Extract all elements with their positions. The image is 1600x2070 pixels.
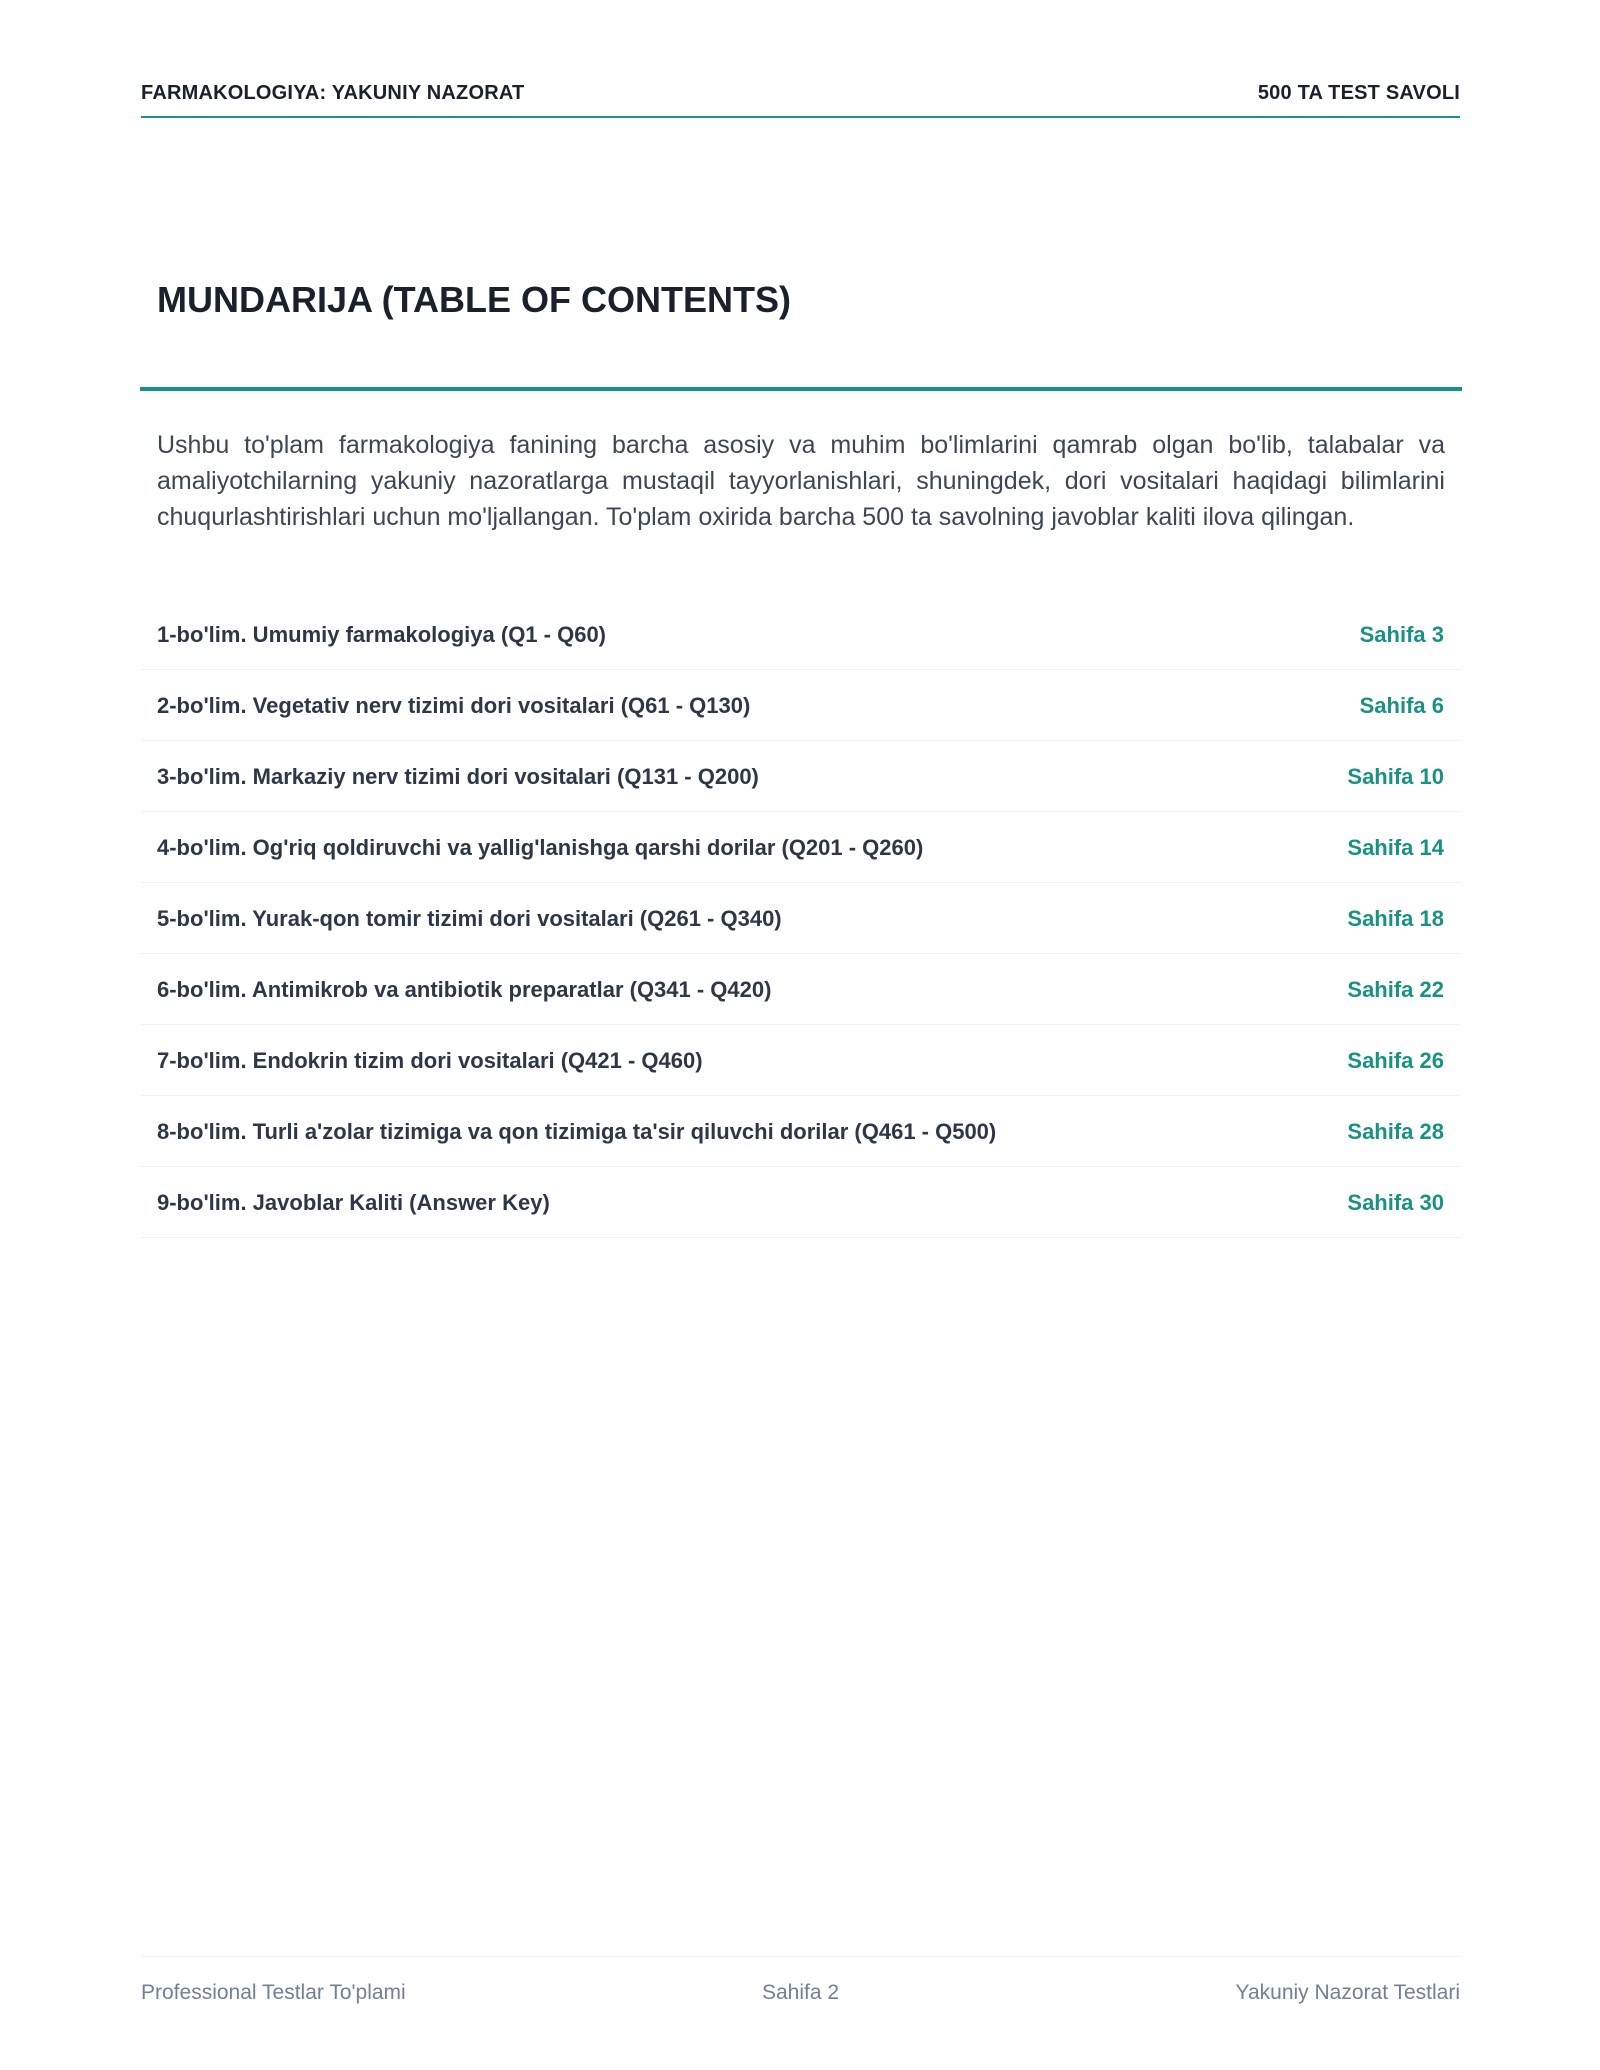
toc-entry-page[interactable]: Sahifa 26 (1347, 1047, 1444, 1073)
toc-entry-8[interactable] (141, 1097, 1460, 1167)
toc-entry-3[interactable] (141, 742, 1460, 812)
toc-entry-page[interactable]: Sahifa 30 (1347, 1189, 1444, 1215)
table-of-contents (141, 600, 1460, 1238)
toc-entry-9[interactable] (141, 1168, 1460, 1238)
toc-entry-1[interactable] (141, 600, 1460, 670)
toc-entry-page[interactable]: Sahifa 22 (1347, 976, 1444, 1002)
toc-entry-label: 4-bo'lim. Og'riq qoldiruvchi va yallig'lanishga qarshi dorilar (Q201 - Q260) (157, 834, 924, 860)
header-subtitle: 500 TA TEST SAVOLI (1257, 82, 1460, 104)
toc-entry-label: 6-bo'lim. Antimikrob va antibiotik preparatlar (Q341 - Q420) (157, 976, 772, 1002)
toc-entry-6[interactable] (141, 955, 1460, 1025)
intro-paragraph: Ushbu to'plam farmakologiya fanining barcha asosiy va muhim bo'limlarini qamrab olgan bo'lib, talabalar va amaliyotchilarning yakuniy nazoratlarga mustaqil tayyorlanishlari, shuningdek, dori vositalari haqidagi bilimlarini chuqurlashtirishlari uchun mo'ljallangan. To'plam oxirida barcha 500 ta savolning javoblar kaliti ilova qilingan. (157, 431, 1445, 531)
toc-entry-page[interactable]: Sahifa 28 (1347, 1118, 1444, 1144)
toc-entry-label: 7-bo'lim. Endokrin tizim dori vositalari (Q421 - Q460) (157, 1047, 703, 1073)
page-number: Sahifa 2 (761, 1981, 840, 2004)
page-title: MUNDARIJA (TABLE OF CONTENTS) (157, 279, 791, 320)
toc-entry-label: 9-bo'lim. Javoblar Kaliti (Answer Key) (157, 1189, 550, 1215)
toc-entry-label: 3-bo'lim. Markaziy nerv tizimi dori vositalari (Q131 - Q200) (157, 763, 759, 789)
toc-entry-4[interactable] (141, 813, 1460, 883)
toc-entry-page[interactable]: Sahifa 6 (1359, 692, 1444, 718)
toc-entry-page[interactable]: Sahifa 10 (1347, 763, 1444, 789)
footer-left-text: Professional Testlar To'plami (141, 1981, 406, 2004)
toc-entry-page[interactable]: Sahifa 18 (1347, 905, 1444, 931)
toc-entry-7[interactable] (141, 1026, 1460, 1096)
toc-entry-label: 5-bo'lim. Yurak-qon tomir tizimi dori vositalari (Q261 - Q340) (157, 905, 782, 931)
toc-entry-2[interactable] (141, 671, 1460, 741)
toc-entry-page[interactable]: Sahifa 14 (1347, 834, 1444, 860)
header-title: FARMAKOLOGIYA: YAKUNIY NAZORAT (141, 82, 525, 104)
title-divider (140, 387, 1462, 391)
page-footer (141, 1956, 1460, 2005)
toc-entry-label: 2-bo'lim. Vegetativ nerv tizimi dori vositalari (Q61 - Q130) (157, 692, 751, 718)
toc-entry-label: 8-bo'lim. Turli a'zolar tizimiga va qon tizimiga ta'sir qiluvchi dorilar (Q461 - Q500) (157, 1118, 997, 1144)
running-header (141, 82, 1460, 118)
toc-entry-label: 1-bo'lim. Umumiy farmakologiya (Q1 - Q60) (157, 621, 607, 647)
toc-entry-5[interactable] (141, 884, 1460, 954)
footer-right-text: Yakuniy Nazorat Testlari (1235, 1981, 1461, 2004)
toc-entry-page[interactable]: Sahifa 3 (1359, 621, 1444, 647)
